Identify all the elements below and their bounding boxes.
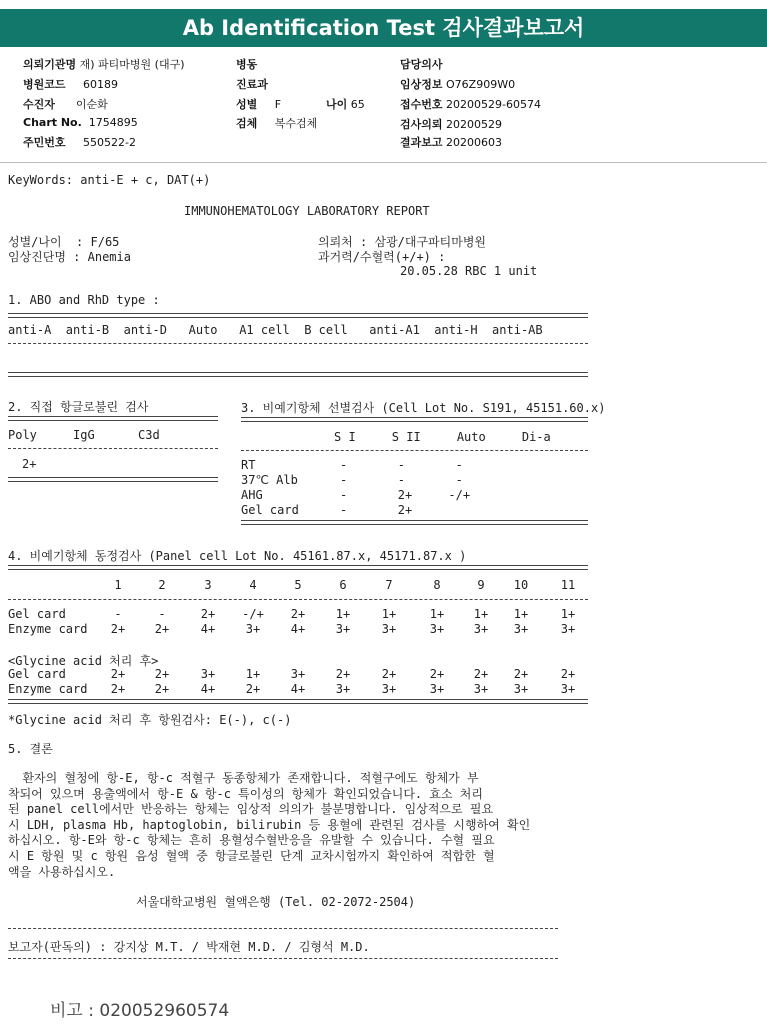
panel-cell-value: 2+ xyxy=(473,667,489,681)
hospital-value: 재) 파티마병원 (대구) xyxy=(79,58,185,71)
code-row xyxy=(23,76,118,92)
receipt-value: 20200529-60574 xyxy=(446,98,541,111)
age-value: 65 xyxy=(350,98,365,111)
section4-top-rule xyxy=(8,565,588,570)
panel-cell-value: -/+ xyxy=(242,607,264,621)
panel-cell-value: - xyxy=(158,607,166,621)
conclusion-line: 액을 사용하십시오. xyxy=(8,864,116,879)
panel-cell-column-header: 10 xyxy=(513,578,529,592)
receipt-label: 접수번호 xyxy=(400,98,443,111)
panel-cell-value: 3+ xyxy=(381,622,397,636)
keywords: KeyWords: anti-E + c, DAT(+) xyxy=(8,173,211,187)
doctor-row xyxy=(400,56,443,72)
ssn-row xyxy=(23,134,136,150)
panel-cell-value: 3+ xyxy=(513,682,529,696)
panel-cell-value: 1+ xyxy=(473,607,489,621)
ward-row xyxy=(236,56,257,72)
section3-row-values: - 2+ -/+ xyxy=(340,488,471,502)
panel-cell-value: 2+ xyxy=(154,622,170,636)
panel-cell-value: 2+ xyxy=(110,622,126,636)
panel-cell-value: 3+ xyxy=(200,667,216,681)
ward-label: 병동 xyxy=(236,58,258,71)
panel-row-label: Gel card xyxy=(8,607,66,621)
section2-columns: Poly IgG C3d xyxy=(8,428,160,442)
panel-cell-value: 3+ xyxy=(429,682,445,696)
conclusion-line: 하십시오. 항-E와 항-c 항체는 흔히 용혈성수혈반응을 유발할 수 있습니다. 수혈 필요 xyxy=(8,833,495,848)
section3-row-values: - - - xyxy=(340,458,463,472)
section3-bottom-rule xyxy=(241,520,588,525)
panel-cell-column-header: 1 xyxy=(114,578,122,592)
panel-cell-value: 4+ xyxy=(200,682,216,696)
panel-cell-column-header: 3 xyxy=(204,578,212,592)
doctor-label: 담당의사 xyxy=(400,58,443,71)
chart-row xyxy=(23,116,138,129)
panel-row-label: Enzyme card xyxy=(8,622,88,636)
clinical-row xyxy=(400,76,515,92)
section5-title: 5. 결론 xyxy=(8,742,53,756)
section4-mid-rule xyxy=(8,599,588,600)
code-value: 60189 xyxy=(83,78,118,91)
conclusion-line: 시 LDH, plasma Hb, haptoglobin, bilirubin 등 용혈에 관련된 검사를 시행하여 확인 xyxy=(8,817,531,832)
patient-value: 이순화 xyxy=(75,98,108,111)
section1-top-rule xyxy=(8,313,588,318)
section2-top-rule xyxy=(8,416,218,421)
panel-cell-value: 4+ xyxy=(290,682,306,696)
history-info: 과거력/수혈력(+/+) : xyxy=(318,250,446,264)
panel-cell-value: 3+ xyxy=(429,622,445,636)
panel-cell-value: 3+ xyxy=(513,622,529,636)
panel-cell-value: 2+ xyxy=(154,682,170,696)
sex-value: F xyxy=(274,98,282,111)
code-label: 병원코드 xyxy=(23,78,66,91)
section3-row-values: - - - xyxy=(340,473,463,487)
patient-label: 수진자 xyxy=(23,98,55,111)
patient-row xyxy=(23,96,108,112)
chart-value: 1754895 xyxy=(88,116,138,129)
section1-title: 1. ABO and RhD type : xyxy=(8,293,160,307)
lab-report-title: IMMUNOHEMATOLOGY LABORATORY REPORT xyxy=(184,204,430,218)
sex-label: 성별 xyxy=(236,98,258,111)
panel-cell-value: 1+ xyxy=(513,607,529,621)
panel-cell-value: 2+ xyxy=(110,682,126,696)
history-detail: 20.05.28 RBC 1 unit xyxy=(400,264,538,278)
panel-cell-value: 2+ xyxy=(335,667,351,681)
reporter-top-rule xyxy=(8,928,558,929)
panel-cell-value: - xyxy=(114,607,122,621)
panel-cell-column-header: 9 xyxy=(477,578,485,592)
panel-cell-value: 3+ xyxy=(335,682,351,696)
remark-note: 비고 : 020052960574 xyxy=(50,1001,230,1021)
age-row xyxy=(326,96,365,112)
panel-cell-value: 2+ xyxy=(513,667,529,681)
header-divider xyxy=(0,162,767,163)
panel-cell-value: 3+ xyxy=(560,622,576,636)
panel-cell-value: 2+ xyxy=(560,667,576,681)
panel-cell-column-header: 8 xyxy=(433,578,441,592)
section3-top-rule xyxy=(241,417,588,422)
request-label: 검사의뢰 xyxy=(400,118,443,131)
panel-cell-value: 2+ xyxy=(381,667,397,681)
conclusion-line: 된 panel cell에서만 반응하는 항체는 임상적 의의가 불분명합니다. 임상적으로 필요 xyxy=(8,802,494,817)
panel-cell-value: 3+ xyxy=(381,682,397,696)
glycine-subtitle: <Glycine acid 처리 후> xyxy=(8,654,159,668)
section3-mid-rule xyxy=(241,450,588,451)
panel-cell-value: 3+ xyxy=(473,682,489,696)
clinical-label: 임상정보 xyxy=(400,78,443,91)
ssn-value: 550522-2 xyxy=(83,136,136,149)
panel-row-label: Enzyme card xyxy=(8,682,88,696)
section3-row-label: AHG xyxy=(241,488,263,502)
panel-row-label: Gel card xyxy=(8,667,66,681)
conclusion-line: 착되어 있으며 용출액에서 항-E & 항-c 특이성의 항체가 확인되었습니다. 효소 처리 xyxy=(8,786,483,801)
panel-cell-value: 2+ xyxy=(429,667,445,681)
panel-cell-column-header: 4 xyxy=(249,578,257,592)
panel-cell-value: 1+ xyxy=(335,607,351,621)
section2-value: 2+ xyxy=(22,457,37,471)
panel-cell-value: 3+ xyxy=(290,667,306,681)
panel-cell-value: 2+ xyxy=(290,607,306,621)
reporter-bottom-rule xyxy=(8,958,558,959)
report-row xyxy=(400,134,502,150)
section2-mid-rule xyxy=(8,448,218,449)
age-label: 나이 xyxy=(326,98,348,111)
panel-cell-value: 2+ xyxy=(154,667,170,681)
section3-title: 3. 비예기항체 선별검사 (Cell Lot No. S191, 45151.60.x) xyxy=(241,401,606,415)
glycine-footnote: *Glycine acid 처리 후 항원검사: E(-), c(-) xyxy=(8,713,292,727)
chart-label: Chart No. xyxy=(23,116,82,129)
section3-row-values: - 2+ xyxy=(340,503,413,517)
panel-cell-value: 1+ xyxy=(381,607,397,621)
panel-cell-value: 3+ xyxy=(473,622,489,636)
conclusion-text xyxy=(8,771,618,880)
panel-cell-column-header: 2 xyxy=(158,578,166,592)
panel-cell-value: 4+ xyxy=(290,622,306,636)
panel-cell-value: 3+ xyxy=(335,622,351,636)
panel-cell-column-header: 11 xyxy=(560,578,576,592)
section1-columns: anti-A anti-B anti-D Auto A1 cell B cell anti-A1 anti-H anti-AB xyxy=(8,323,543,337)
reporter-line: 보고자(판독의) : 강지상 M.T. / 박재현 M.D. / 김형석 M.D. xyxy=(8,940,370,954)
panel-cell-column-header: 5 xyxy=(294,578,302,592)
dept-row xyxy=(236,76,268,92)
panel-cell-column-header: 7 xyxy=(385,578,393,592)
panel-cell-value: 4+ xyxy=(200,622,216,636)
specimen-value: 복수검체 xyxy=(274,117,318,130)
section4-title: 4. 비예기항체 동정검사 (Panel cell Lot No. 45161.87.x, 45171.87.x ) xyxy=(8,549,467,563)
institution-line: 서울대학교병원 혈액은행 (Tel. 02-2072-2504) xyxy=(136,895,416,909)
request-value: 20200529 xyxy=(446,118,503,131)
conclusion-line: 환자의 혈청에 항-E, 항-c 적혈구 동종항체가 존재합니다. 적혈구에도 항체가 부 xyxy=(8,771,479,785)
report-value: 20200603 xyxy=(446,136,503,149)
panel-cell-value: 1+ xyxy=(429,607,445,621)
sex-age-info: 성별/나이 : F/65 xyxy=(8,235,120,249)
sex-row xyxy=(236,96,281,112)
ssn-label: 주민번호 xyxy=(23,136,66,149)
panel-cell-value: 3+ xyxy=(560,682,576,696)
panel-cell-value: 1+ xyxy=(245,667,261,681)
panel-cell-column-header: 6 xyxy=(339,578,347,592)
receipt-row xyxy=(400,96,541,112)
diagnosis-info: 임상진단명 : Anemia xyxy=(8,250,131,264)
section1-bottom-rule xyxy=(8,372,588,377)
clinical-value: O76Z909W0 xyxy=(446,78,516,91)
section3-row-label: 37℃ Alb xyxy=(241,473,298,487)
section2-title: 2. 직접 항글로불린 검사 xyxy=(8,400,149,414)
section3-row-label: Gel card xyxy=(241,503,299,517)
request-row xyxy=(400,116,502,132)
hospital-label: 의뢰기관명 xyxy=(23,58,77,71)
referrer-info: 의뢰처 : 삼광/대구파티마병원 xyxy=(318,235,487,249)
specimen-label: 검체 xyxy=(236,117,258,130)
section4-bottom-rule xyxy=(8,699,588,704)
section2-bottom-rule xyxy=(8,477,218,482)
section3-columns: S I S II Auto Di-a xyxy=(334,430,551,444)
report-title-banner: Ab Identification Test 검사결과보고서 xyxy=(0,9,767,47)
hospital-row xyxy=(23,56,185,72)
section1-mid-rule xyxy=(8,343,588,344)
specimen-row xyxy=(236,115,317,131)
panel-cell-value: 2+ xyxy=(200,607,216,621)
panel-cell-value: 1+ xyxy=(560,607,576,621)
report-label: 결과보고 xyxy=(400,136,443,149)
dept-label: 진료과 xyxy=(236,78,268,91)
section3-row-label: RT xyxy=(241,458,256,472)
conclusion-line: 시 E 항원 및 c 항원 음성 혈액 중 항글로불린 단계 교차시험까지 확인하여 적합한 혈 xyxy=(8,848,495,863)
panel-cell-value: 3+ xyxy=(245,622,261,636)
panel-cell-value: 2+ xyxy=(110,667,126,681)
panel-cell-value: 2+ xyxy=(245,682,261,696)
